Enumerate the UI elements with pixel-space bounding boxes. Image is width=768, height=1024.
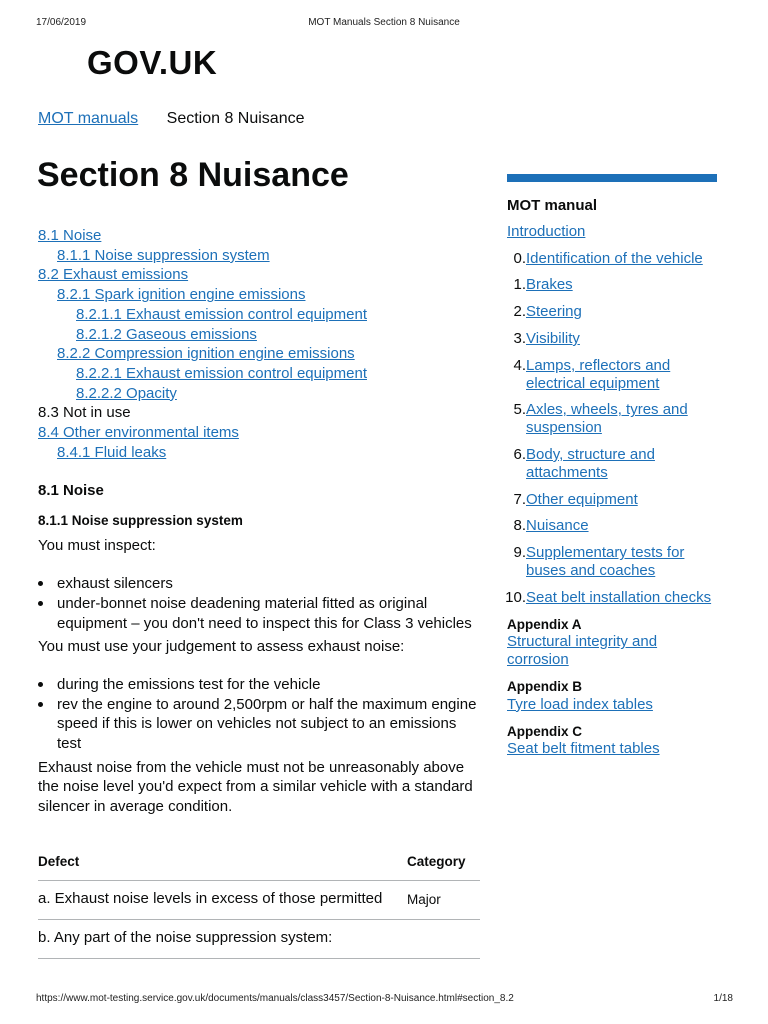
- sidebar-item-5: 5. Axles, wheels, tyres and suspension: [513, 401, 688, 437]
- sidebar-accent-bar: [507, 174, 717, 182]
- bullet-icon: [38, 682, 43, 687]
- sidebar-item-2: 2. Steering: [513, 303, 582, 321]
- bullet-icon: [38, 581, 43, 586]
- sidebar-introduction-link[interactable]: Introduction: [507, 222, 586, 240]
- inspect-intro: You must inspect:: [38, 537, 156, 555]
- sidebar-link-nuisance[interactable]: Nuisance: [526, 517, 589, 535]
- breadcrumb-mot-manuals-link[interactable]: MOT manuals: [38, 110, 139, 127]
- appendix-c-label: Appendix C: [507, 723, 583, 739]
- sidebar-link-body[interactable]: Body, structure and attachments: [526, 445, 655, 481]
- toc-8-1-link[interactable]: 8.1 Noise: [38, 227, 102, 244]
- table-row: [38, 920, 480, 959]
- appendix-a-label: Appendix A: [507, 616, 582, 632]
- main-content: [38, 481, 480, 959]
- print-header: [0, 17, 768, 31]
- sidebar-item-9: 9. Supplementary tests for buses and coaches: [513, 544, 685, 579]
- govuk-logo[interactable]: GOV.UK: [87, 44, 218, 81]
- sidebar-item-1: 1. Brakes: [513, 276, 573, 294]
- sidebar-link-steering[interactable]: Steering: [526, 303, 582, 321]
- list-item: rev the engine to around 2,500rpm or half the maximum engine speed if this is lower on vehicles not subject to an emissions test: [38, 695, 480, 754]
- defect-cell: b. Any part of the noise suppression system:: [38, 920, 407, 959]
- toc-8-2-2-2-link[interactable]: 8.2.2.2 Opacity: [76, 384, 177, 402]
- list-item: during the emissions test for the vehicle: [38, 675, 480, 695]
- sidebar-title: MOT manual: [507, 197, 598, 214]
- toc-8-2-2-link[interactable]: 8.2.2 Compression ignition engine emissions: [57, 345, 355, 363]
- defect-column-header: Defect: [38, 844, 407, 880]
- breadcrumb: [38, 110, 305, 128]
- inspect-list: [38, 574, 480, 633]
- sidebar-link-identification[interactable]: Identification of the vehicle: [526, 249, 703, 267]
- list-item: under-bonnet noise deadening material fitted as original equipment – you don't need to inspect this for Class 3 vehicles: [38, 594, 480, 633]
- bullet-icon: [38, 601, 43, 606]
- sidebar-item-6: 6. Body, structure and attachments: [513, 445, 655, 481]
- print-title: MOT Manuals Section 8 Nuisance: [308, 17, 460, 28]
- defect-cell: a. Exhaust noise levels in excess of those permitted: [38, 880, 407, 920]
- category-column-header: Category: [407, 844, 480, 880]
- subsection-heading: 8.1.1 Noise suppression system: [38, 512, 243, 528]
- appendix-b-label: Appendix B: [507, 678, 583, 694]
- sidebar-link-lamps[interactable]: Lamps, reflectors and electrical equipment: [526, 356, 671, 392]
- page-title: Section 8 Nuisance: [37, 156, 349, 194]
- table-row: [38, 880, 480, 920]
- print-footer: [0, 993, 768, 1007]
- sidebar-item-4: 4. Lamps, reflectors and electrical equipment: [513, 356, 671, 392]
- bullet-icon: [38, 702, 43, 707]
- sidebar-link-supplementary[interactable]: Supplementary tests for buses and coaches: [526, 544, 685, 579]
- sidebar-item-3: 3. Visibility: [513, 329, 580, 347]
- print-date: 17/06/2019: [36, 17, 87, 28]
- breadcrumb-current: Section 8 Nuisance: [166, 110, 305, 127]
- toc-8-2-1-1-link[interactable]: 8.2.1.1 Exhaust emission control equipment: [76, 305, 367, 323]
- print-url: https://www.mot-testing.service.gov.uk/documents/manuals/class3457/Section-8-Nuisance.html#section_8.2: [36, 993, 514, 1004]
- sidebar-item-10: 10. Seat belt installation checks: [505, 588, 712, 606]
- sidebar-link-visibility[interactable]: Visibility: [526, 329, 580, 347]
- list-item: exhaust silencers: [38, 574, 480, 594]
- judgement-list: [38, 675, 480, 754]
- defect-table: [38, 844, 480, 959]
- sidebar-section-list: [507, 250, 717, 607]
- toc-8-2-1-2-link[interactable]: 8.2.1.2 Gaseous emissions: [76, 325, 257, 343]
- section-heading: 8.1 Noise: [38, 482, 104, 499]
- sidebar-item-7: 7. Other equipment: [513, 490, 638, 508]
- appendix-c-link[interactable]: Seat belt fitment tables: [507, 740, 660, 758]
- toc-8-4-1-link[interactable]: 8.4.1 Fluid leaks: [57, 443, 167, 461]
- print-page-number: 1/18: [713, 993, 733, 1004]
- sidebar-link-other-equipment[interactable]: Other equipment: [526, 490, 638, 508]
- sidebar-item-8: 8. Nuisance: [513, 517, 589, 535]
- toc-8-2-link[interactable]: 8.2 Exhaust emissions: [38, 266, 189, 284]
- table-header-row: [38, 844, 480, 880]
- sidebar-link-brakes[interactable]: Brakes: [526, 276, 573, 294]
- table-of-contents: [38, 226, 367, 462]
- toc-8-4-link[interactable]: 8.4 Other environmental items: [38, 424, 239, 442]
- toc-8-2-1-link[interactable]: 8.2.1 Spark ignition engine emissions: [57, 286, 306, 304]
- mot-manual-sidebar: [507, 174, 717, 767]
- toc-8-3-label: 8.3 Not in use: [38, 404, 131, 422]
- category-cell: [407, 920, 480, 959]
- toc-8-1-1-link[interactable]: 8.1.1 Noise suppression system: [57, 246, 270, 264]
- appendix-b-link[interactable]: Tyre load index tables: [507, 695, 653, 713]
- toc-8-2-2-1-link[interactable]: 8.2.2.1 Exhaust emission control equipment: [76, 364, 367, 382]
- closing-paragraph: Exhaust noise from the vehicle must not be unreasonably above the noise level you'd expect from a similar vehicle with a standard silencer in average condition.: [38, 758, 473, 816]
- appendix-a-link[interactable]: Structural integrity and corrosion: [507, 633, 658, 669]
- sidebar-link-axles[interactable]: Axles, wheels, tyres and suspension: [526, 401, 688, 437]
- sidebar-link-seat-belt[interactable]: Seat belt installation checks: [526, 588, 712, 606]
- category-cell: Major: [407, 880, 480, 920]
- judgement-intro: You must use your judgement to assess exhaust noise:: [38, 638, 405, 656]
- sidebar-item-0: 0. Identification of the vehicle: [513, 249, 703, 267]
